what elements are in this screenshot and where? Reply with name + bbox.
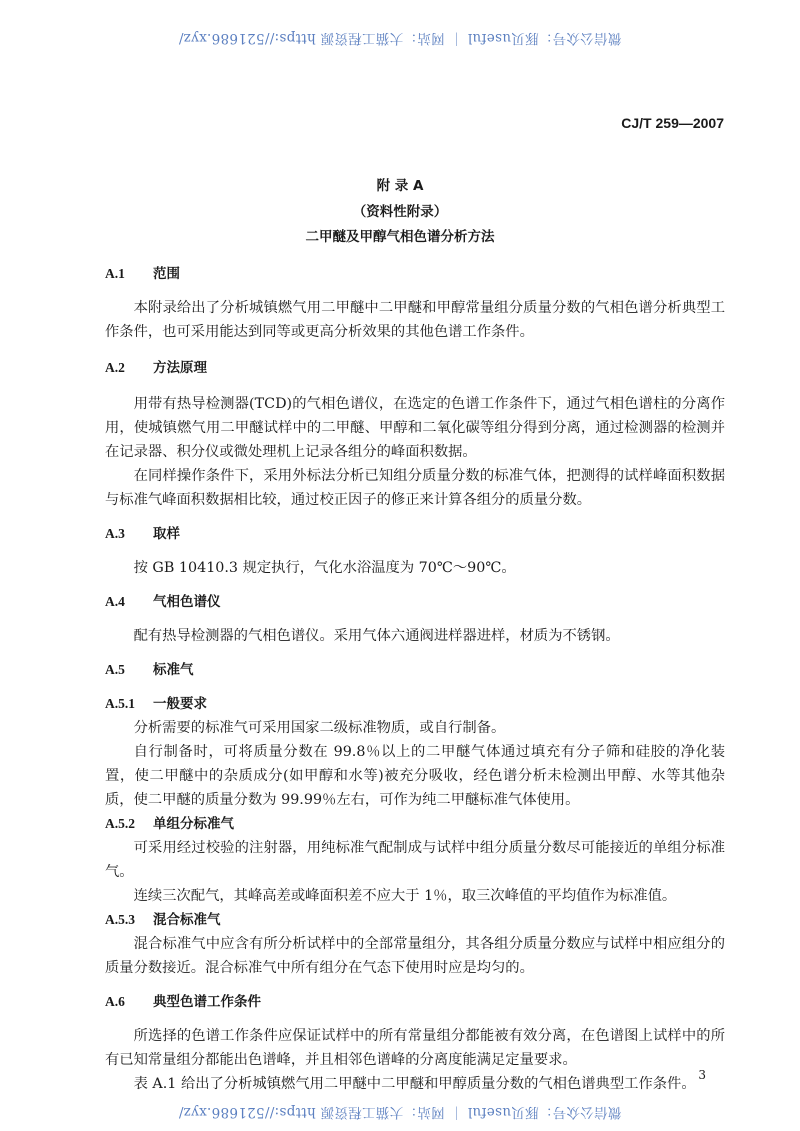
section-number: A.5.1 [105, 696, 135, 711]
section-title: 方法原理 [153, 360, 207, 376]
section-title: 典型色谱工作条件 [153, 994, 261, 1010]
section-heading-a4 [105, 590, 725, 614]
section-title: 一般要求 [153, 696, 207, 712]
section-number: A.3 [105, 526, 125, 541]
paragraph: 所选择的色谱工作条件应保证试样中的所有常量组分都能被有效分离，在色谱图上试样中的所有已知常量组分都能出色谱峰，并且相邻色谱峰的分离度能满足定量要求。 [105, 1028, 725, 1068]
section-number: A.6 [105, 994, 125, 1009]
appendix-header [0, 174, 800, 251]
section-number: A.1 [105, 266, 125, 281]
section-number: A.5.2 [105, 816, 135, 831]
section-title: 混合标准气 [153, 912, 221, 928]
section-number: A.2 [105, 360, 125, 375]
paragraph: 混合标准气中应含有所分析试样中的全部常量组分，其各组分质量分数应与试样中相应组分的质量分数接近。混合标准气中所有组分在气态下使用时应是均匀的。 [105, 936, 725, 976]
section-heading-a53 [105, 908, 725, 932]
page-number: 3 [698, 1068, 706, 1082]
paragraph: 本附录给出了分析城镇燃气用二甲醚中二甲醚和甲醇常量组分质量分数的气相色谱分析典型工作条件，也可采用能达到同等或更高分析效果的其他色谱工作条件。 [105, 300, 725, 340]
section-heading-a1 [105, 262, 725, 286]
section-title: 范围 [153, 266, 180, 282]
section-heading-a51 [105, 692, 725, 716]
section-heading-a2 [105, 356, 725, 380]
paragraph: 分析需要的标准气可采用国家二级标准物质，或自行制备。 [133, 720, 506, 736]
appendix-label: 附 录 A [376, 178, 424, 194]
section-heading-a5 [105, 658, 725, 682]
section-title: 标准气 [153, 662, 194, 678]
paragraph: 自行制备时，可将质量分数在 99.8％以上的二甲醚气体通过填充有分子筛和硅胶的净化装置，使二甲醚中的杂质成分(如甲醇和水等)被充分吸收，经色谱分析未检测出甲醇、水等其他杂质，使二甲醚的质量分数为 99.99％左右，可作为纯二甲醚标准气体使用。 [105, 744, 725, 808]
section-title: 气相色谱仪 [153, 594, 221, 610]
appendix-type: （资料性附录） [352, 203, 448, 220]
paragraph: 连续三次配气，其峰高差或峰面积差不应大于 1％，取三次峰值的平均值作为标准值。 [133, 888, 677, 904]
standard-number: CJ/T 259—2007 [621, 115, 724, 131]
paragraph: 在同样操作条件下，采用外标法分析已知组分质量分数的标准气体，把测得的试样峰面积数据与标准气峰面积数据相比较，通过校正因子的修正来计算各组分的质量分数。 [105, 468, 725, 508]
section-title: 取样 [153, 526, 180, 542]
paragraph: 配有热导检测器的气相色谱仪。采用气体六通阀进样器进样，材质为不锈钢。 [133, 628, 620, 644]
section-heading-a3 [105, 522, 725, 546]
paragraph: 表 A.1 给出了分析城镇燃气用二甲醚中二甲醚和甲醇质量分数的气相色谱典型工作条件。 [133, 1076, 696, 1092]
section-title: 单组分标准气 [153, 816, 234, 832]
paragraph: 用带有热导检测器(TCD)的气相色谱仪，在选定的色谱工作条件下，通过气相色谱柱的分离作用，使城镇燃气用二甲醚试样中的二甲醚、甲醇和二氧化碳等组分得到分离，通过检测器的检测并在记录器、积分仪或微处理机上记录各组分的峰面积数据。 [105, 396, 725, 460]
paragraph: 按 GB 10410.3 规定执行，气化水浴温度为 70℃～90℃。 [133, 560, 516, 576]
section-number: A.4 [105, 594, 125, 609]
watermark-bottom: 微信公众号：豚贝useful ｜ 网站：大猫工程资源 https://521686.xyz/ [178, 1104, 622, 1120]
section-number: A.5 [105, 662, 125, 677]
section-number: A.5.3 [105, 912, 135, 927]
section-heading-a52 [105, 812, 725, 836]
watermark-top: 微信公众号：豚贝useful ｜ 网站：大猫工程资源 https://521686.xyz/ [178, 30, 622, 46]
paragraph: 可采用经过校验的注射器，用纯标准气配制成与试样中组分质量分数尽可能接近的单组分标准气。 [105, 840, 725, 880]
appendix-title: 二甲醚及甲醇气相色谱分析方法 [305, 229, 495, 245]
document-body [105, 262, 725, 1096]
section-heading-a6 [105, 990, 725, 1014]
